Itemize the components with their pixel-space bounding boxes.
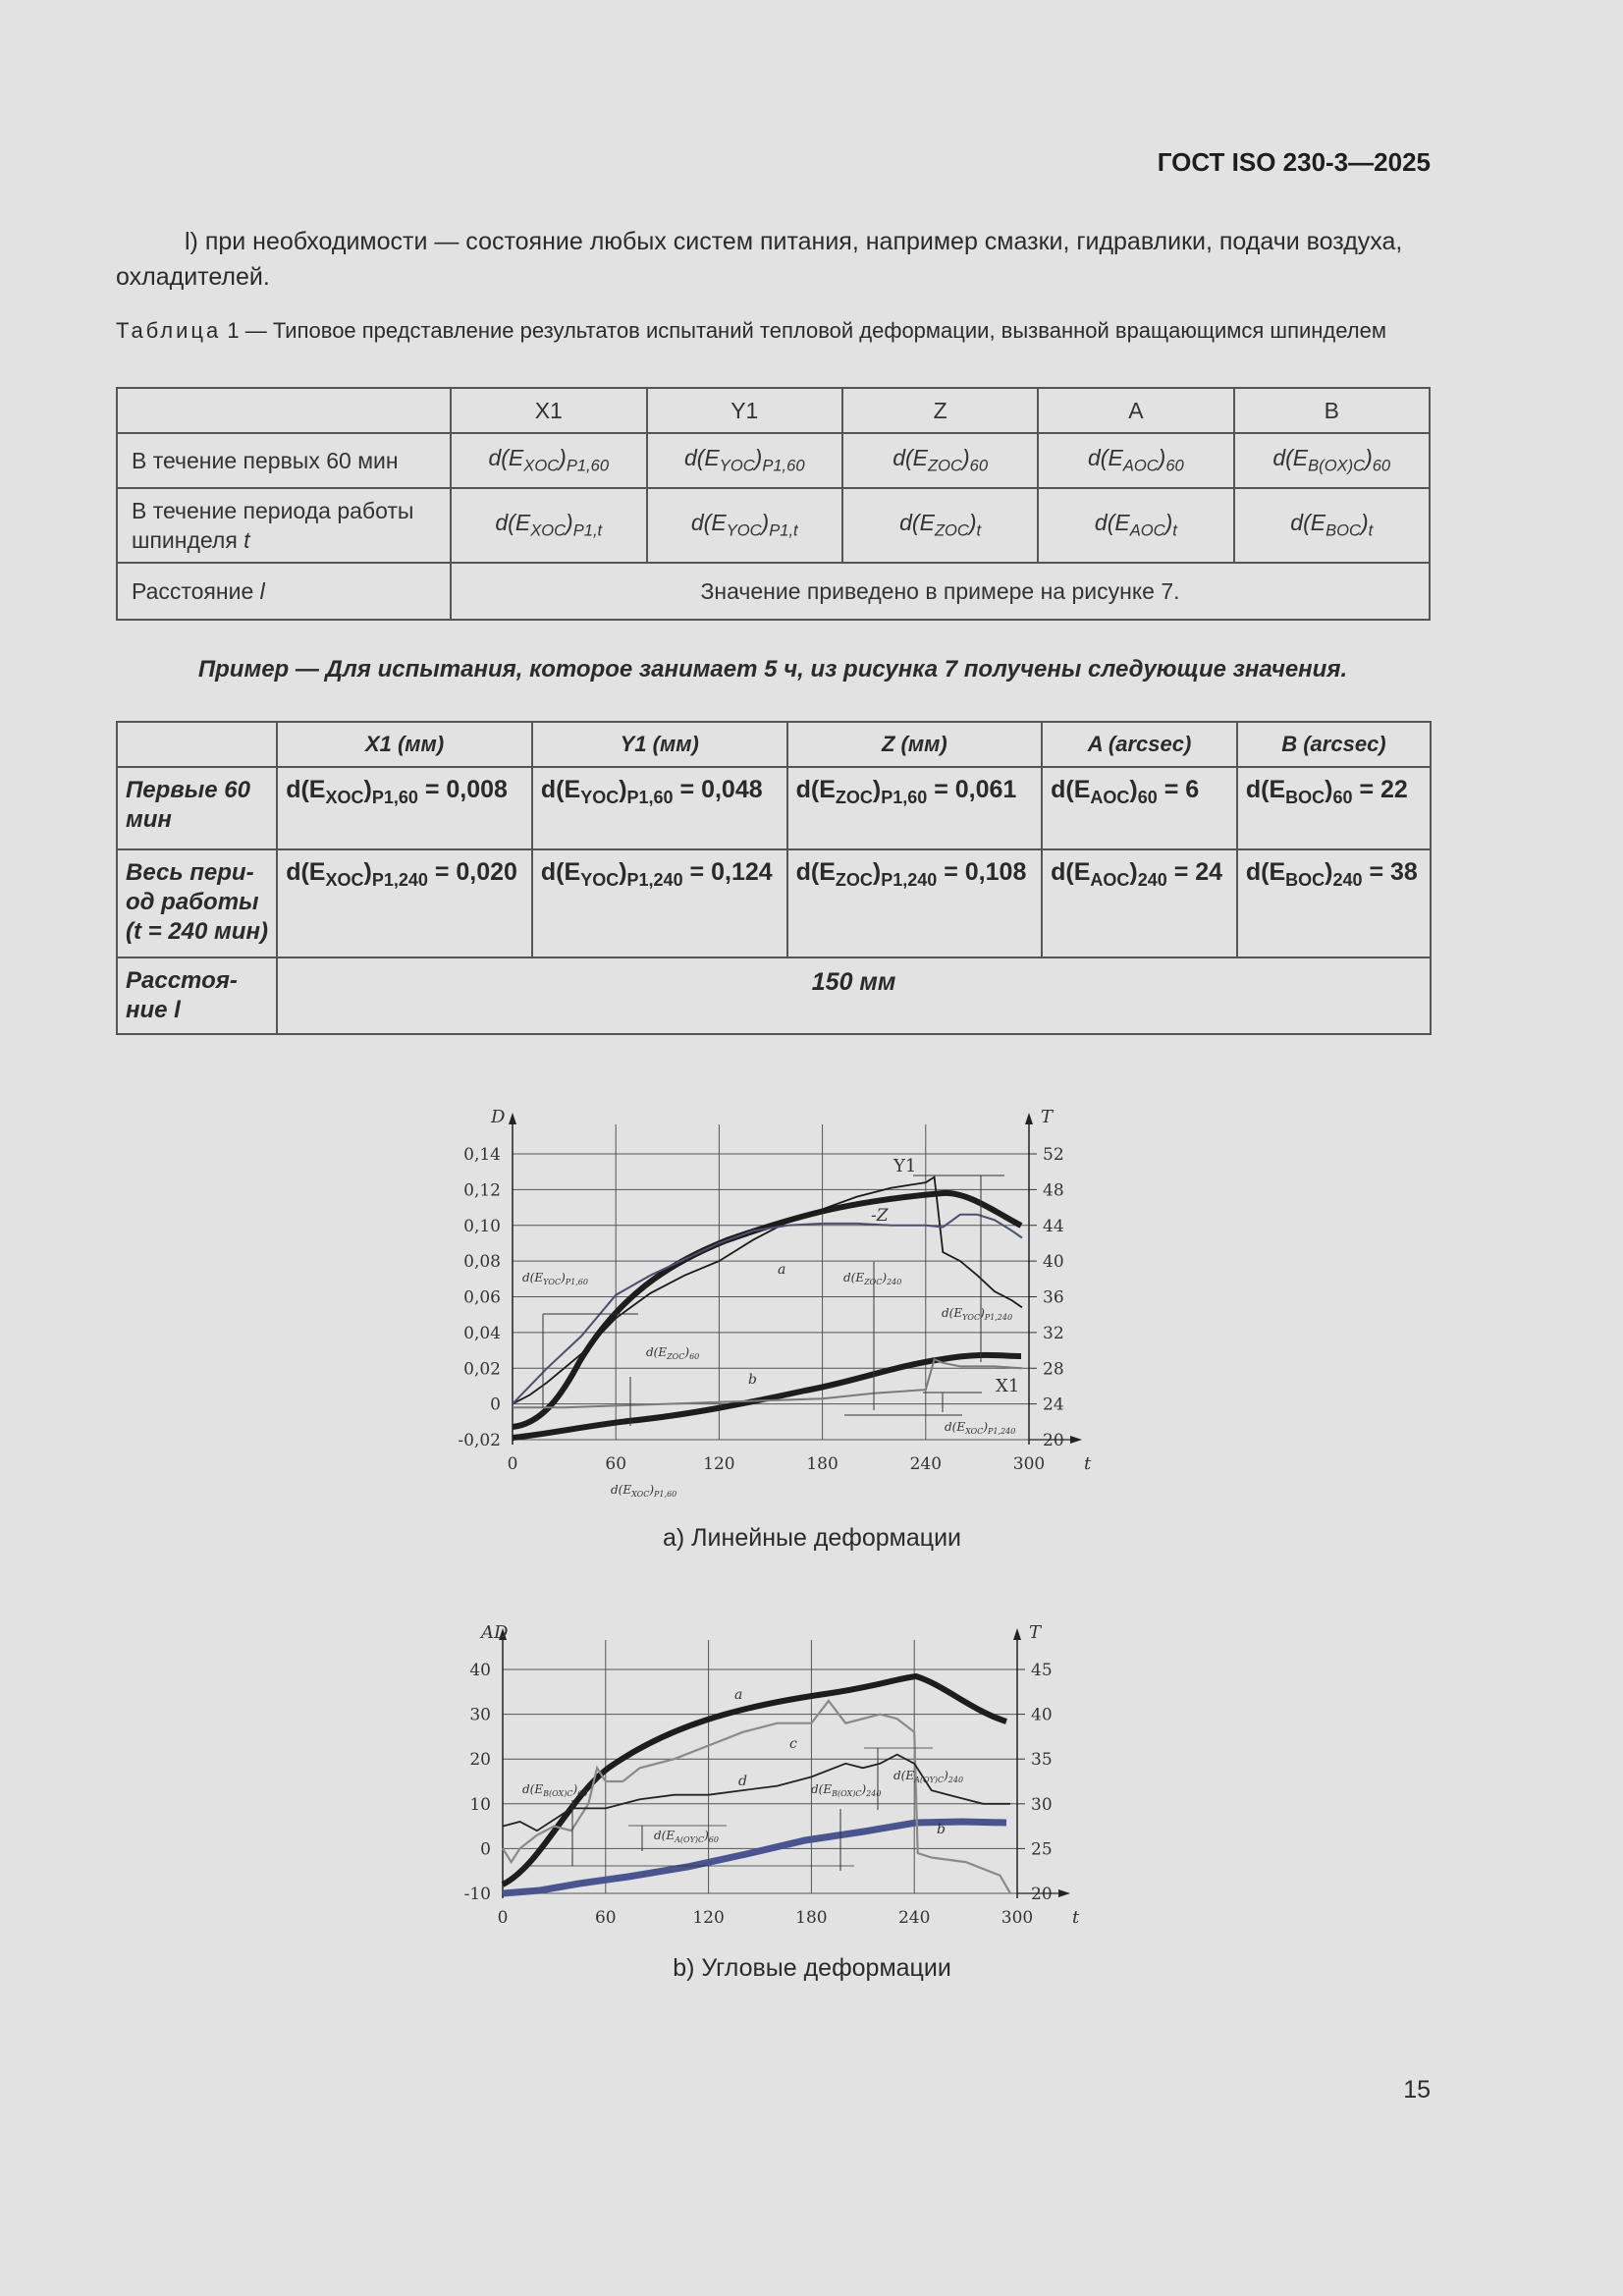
dim-label-b-ox-c-60: $d(E_{B(OX)C})_{60}$ [522, 1782, 588, 1798]
table2-cell: $d(E_{BOC})_{240} = 38$ [1237, 849, 1431, 957]
table1-row1-label: В течение первых 60 мин [117, 433, 451, 488]
x-tick-label: 240 [909, 1454, 943, 1474]
table1-cell: $d(E_{AOC})_{60}$ [1038, 433, 1233, 488]
curve-label-b: b [748, 1372, 757, 1388]
table1-caption: Таблица 1 — Типовое представление результатов испытаний тепловой деформации, вызванной вращающимся шпинделем [116, 318, 1386, 343]
y-left-tick-label: 0,02 [463, 1359, 501, 1380]
y-right-axis-label: T [1029, 1622, 1042, 1643]
dim-label-yoc-p1-240: $d(E_{YOC})_{P1,240}$ [942, 1306, 1013, 1322]
table2-cell: $d(E_{YOC})_{P1,240} = 0,124$ [532, 849, 787, 957]
y-left-tick-label: 30 [469, 1705, 491, 1725]
curve-label-b: b [937, 1822, 946, 1837]
table1-col-y1: Y1 [647, 388, 843, 433]
y-left-tick-label: 0,12 [463, 1180, 501, 1201]
table1-cell: $d(E_{AOC})_t$ [1038, 488, 1233, 563]
y-left-tick-label: 10 [469, 1794, 491, 1815]
y-right-tick-label: 44 [1043, 1216, 1064, 1236]
y-left-axis-label: AD [481, 1622, 509, 1643]
table2-corner [117, 722, 277, 767]
curve-label-a: a [778, 1262, 786, 1278]
figure-b-angular-deformations [432, 1601, 1119, 1944]
y-left-tick-label: 0,06 [463, 1287, 501, 1308]
y-left-tick-label: 0,08 [463, 1252, 501, 1273]
table1-cell: $d(E_{YOC})_{P1,60}$ [647, 433, 843, 488]
table2-cell: $d(E_{AOC})_{240} = 24$ [1042, 849, 1237, 957]
y-left-tick-label: 40 [469, 1661, 491, 1680]
y-right-tick-label: 40 [1043, 1252, 1064, 1273]
y-right-axis-label: T [1041, 1107, 1054, 1127]
table2-cell: $d(E_{AOC})_{60} = 6$ [1042, 767, 1237, 849]
y-left-tick-label: 0 [480, 1839, 491, 1860]
x-tick-label: 300 [1012, 1454, 1046, 1474]
figure-a-linear-deformations [432, 1095, 1119, 1507]
table2-row1-label: Первые 60 мин [117, 767, 277, 849]
table1-row3-label: Расстояние l [117, 563, 451, 620]
x-tick-label: 120 [703, 1454, 735, 1474]
dim-label-zoc-240: $d(E_{ZOC})_{240}$ [843, 1271, 902, 1286]
table1-corner [117, 388, 451, 433]
y-right-tick-label: 24 [1043, 1394, 1064, 1415]
y-right-tick-label: 20 [1043, 1431, 1064, 1450]
y-left-tick-label: 0 [490, 1394, 501, 1415]
dim-label-yoc-p1-60: $d(E_{YOC})_{P1,60}$ [522, 1271, 588, 1286]
y-right-tick-label: 20 [1031, 1885, 1053, 1904]
x-tick-label: 180 [795, 1908, 828, 1928]
document-header: ГОСТ ISO 230-3—2025 [1157, 147, 1431, 177]
example-note: Пример — Для испытания, которое занимает 5 ч, из рисунка 7 получены следующие значения. [197, 656, 1348, 683]
table2-distance-value: 150 мм [277, 957, 1431, 1034]
series-line-y1 [513, 1177, 1022, 1404]
table2-col-y1: Y1 (мм) [532, 722, 787, 767]
table1-cell: $d(E_{XOC})_{P1,t}$ [451, 488, 647, 563]
table2-row3-label: Расстоя- ние l [117, 957, 277, 1034]
table1-cell: $d(E_{YOC})_{P1,t}$ [647, 488, 843, 563]
dim-label-a-oy-c-240: $d(E_{A(OY)C})_{240}$ [893, 1769, 964, 1784]
x-tick-label: 60 [605, 1454, 627, 1474]
series-label-y1: Y1 [893, 1156, 917, 1176]
table2-col-a: A (arcsec) [1042, 722, 1237, 767]
x-tick-label: 0 [497, 1908, 509, 1928]
y-right-tick-label: 30 [1031, 1794, 1053, 1815]
y-left-axis-label: D [491, 1107, 506, 1127]
paragraph-l: l) при необходимости — состояние любых систем питания, например смазки, гидравлики, подачи воздуха, охладителей. [116, 228, 1403, 291]
y-right-arrow [1025, 1113, 1033, 1124]
x-axis-arrow [1070, 1436, 1082, 1444]
dim-label-zoc-60: $d(E_{ZOC})_{60}$ [646, 1345, 700, 1361]
series-label-x1: X1 [996, 1376, 1020, 1396]
y-right-tick-label: 40 [1031, 1705, 1053, 1725]
y-left-arrow [509, 1113, 516, 1124]
y-left-tick-label: -0,02 [458, 1431, 501, 1450]
x-axis-label: t [1084, 1453, 1092, 1474]
y-left-tick-label: 20 [469, 1750, 491, 1771]
curve-label-a: a [734, 1687, 743, 1703]
table2-col-z: Z (мм) [787, 722, 1043, 767]
dim-label-b-ox-c-240: $d(E_{B(OX)C})_{240}$ [811, 1782, 882, 1798]
x-tick-label: 120 [692, 1908, 725, 1928]
table2-cell: $d(E_{ZOC})_{P1,60} = 0,061$ [787, 767, 1043, 849]
y-left-tick-label: 0,14 [463, 1145, 501, 1165]
y-right-tick-label: 52 [1043, 1145, 1064, 1165]
y-right-tick-label: 32 [1043, 1323, 1064, 1343]
table1-col-b: B [1234, 388, 1431, 433]
table1-col-z: Z [842, 388, 1038, 433]
y-right-tick-label: 28 [1043, 1359, 1064, 1380]
table1-cell: $d(E_{BOC})_t$ [1234, 488, 1431, 563]
table2-row2-label: Весь пери- од работы (t = 240 мин) [117, 849, 277, 957]
x-tick-label: 0 [507, 1454, 518, 1474]
x-axis-arrow [1058, 1889, 1070, 1897]
table1-cell: $d(E_{B(OX)C})_{60}$ [1234, 433, 1431, 488]
table2-cell: $d(E_{ZOC})_{P1,240} = 0,108$ [787, 849, 1043, 957]
series-line-x1 [513, 1359, 1022, 1407]
table2-cell: $d(E_{XOC})_{P1,240} = 0,020$ [277, 849, 532, 957]
y-right-tick-label: 45 [1031, 1661, 1053, 1680]
table2-col-b: B (arcsec) [1237, 722, 1431, 767]
table1-cell: $d(E_{XOC})_{P1,60}$ [451, 433, 647, 488]
figure-b-caption: b) Угловые деформации [673, 1954, 951, 1982]
dim-label-a-oy-c-60: $d(E_{A(OY)C})_{60}$ [654, 1829, 719, 1844]
table1-row2-label: В течение периода работы шпинделя t [117, 488, 451, 563]
table2-cell: $d(E_{YOC})_{P1,60} = 0,048$ [532, 767, 787, 849]
y-right-tick-label: 35 [1031, 1750, 1053, 1771]
x-tick-label: 300 [1001, 1908, 1034, 1928]
dim-label-xoc-p1-240: $d(E_{XOC})_{P1,240}$ [945, 1420, 1016, 1436]
y-right-arrow [1013, 1628, 1021, 1640]
table1-cell: $d(E_{ZOC})_t$ [842, 488, 1038, 563]
y-left-tick-label: 0,10 [463, 1216, 501, 1236]
dim-label-xoc-p1-60: $d(E_{XOC})_{P1,60}$ [611, 1483, 677, 1499]
table1-cell: $d(E_{ZOC})_{60}$ [842, 433, 1038, 488]
x-tick-label: 240 [897, 1908, 931, 1928]
table2-cell: $d(E_{BOC})_{60} = 22$ [1237, 767, 1431, 849]
x-axis-label: t [1072, 1907, 1080, 1928]
table1-col-a: A [1038, 388, 1233, 433]
y-left-tick-label: 0,04 [463, 1323, 501, 1343]
x-tick-label: 180 [806, 1454, 839, 1474]
y-left-tick-label: -10 [463, 1885, 491, 1904]
table2-cell: $d(E_{XOC})_{P1,60} = 0,008$ [277, 767, 532, 849]
x-tick-label: 60 [594, 1908, 617, 1928]
table1-col-x1: X1 [451, 388, 647, 433]
curve-label-d: d [738, 1774, 747, 1789]
table1-distance-value: Значение приведено в примере на рисунке 7. [451, 563, 1430, 620]
curve-label-c: c [789, 1736, 797, 1752]
page-number: 15 [1403, 2076, 1431, 2104]
table2 [116, 721, 1432, 1035]
y-right-tick-label: 48 [1043, 1180, 1064, 1201]
y-right-tick-label: 25 [1031, 1839, 1053, 1860]
figure-a-caption: a) Линейные деформации [662, 1524, 962, 1552]
y-right-tick-label: 36 [1043, 1287, 1064, 1308]
series-label-minus-z: -Z [871, 1206, 889, 1226]
table1 [116, 387, 1431, 621]
table2-col-x1: X1 (мм) [277, 722, 532, 767]
